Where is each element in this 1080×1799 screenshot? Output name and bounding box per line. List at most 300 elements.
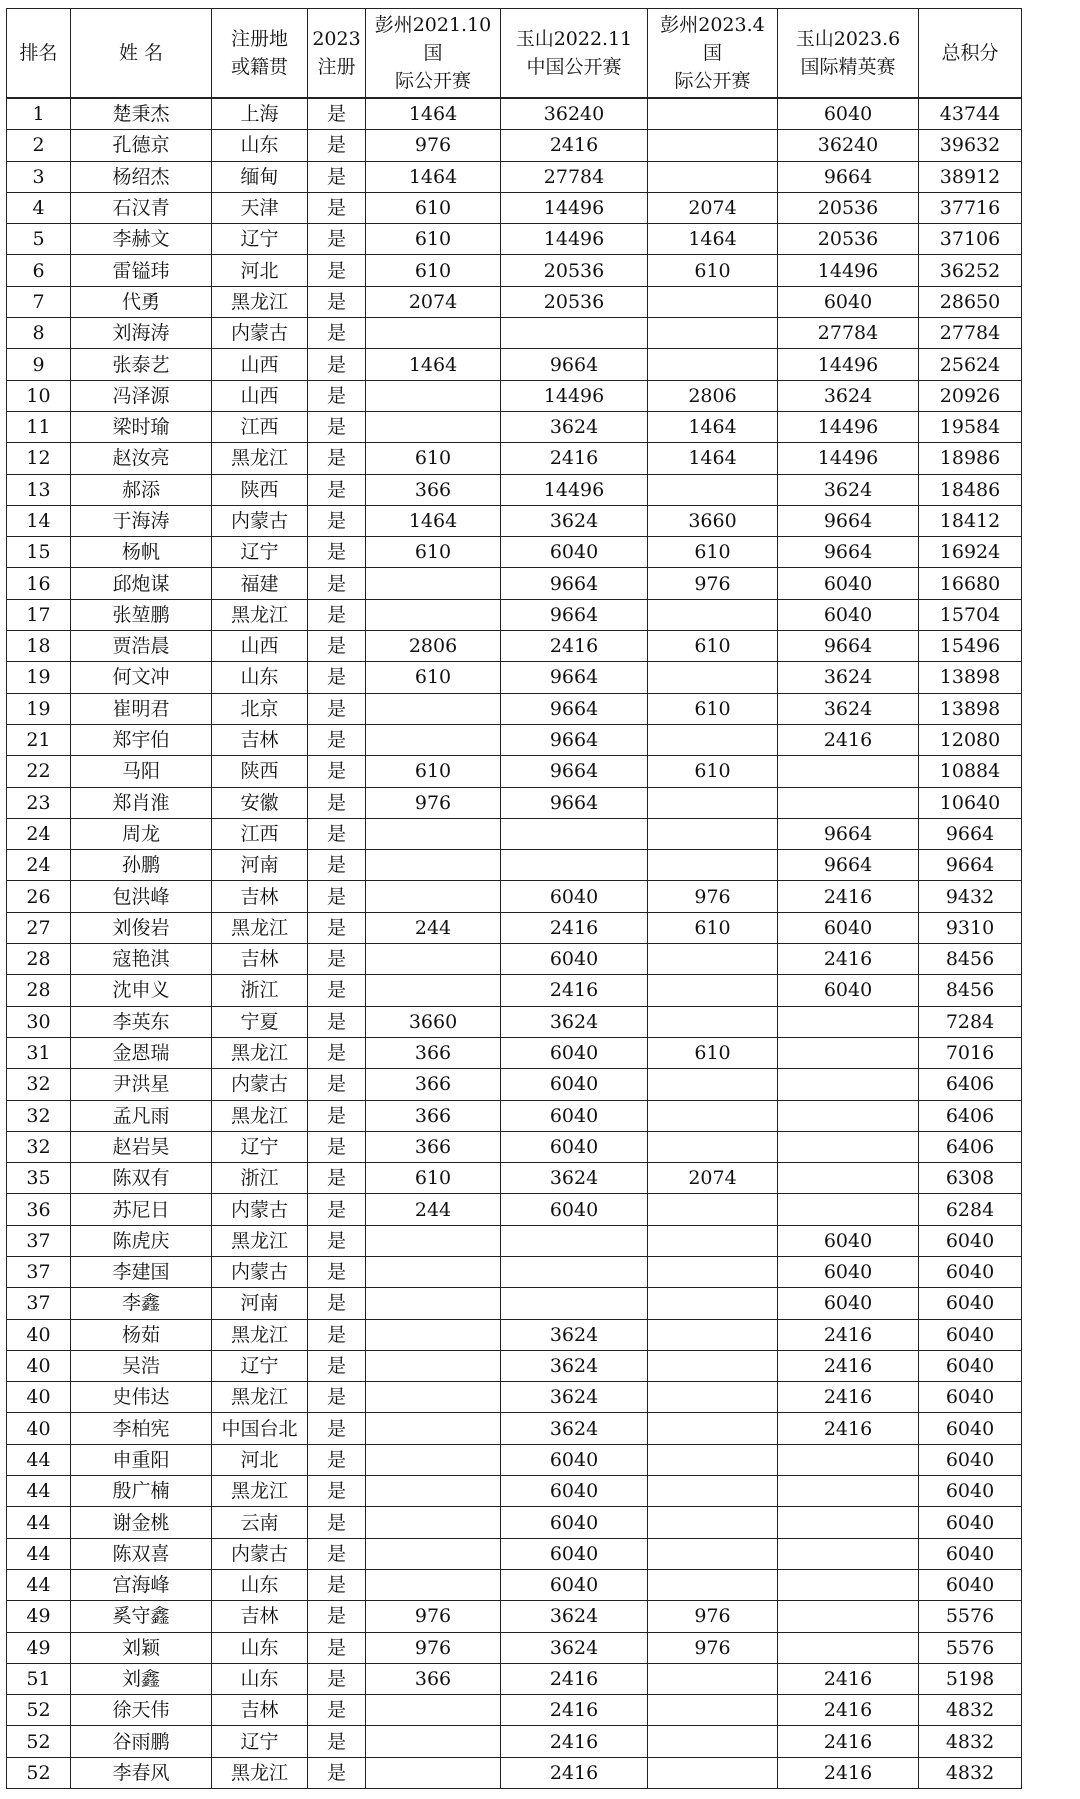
- yushan-2023-cell: 2416: [778, 1382, 919, 1413]
- rank-cell: 30: [7, 1006, 71, 1037]
- origin-cell: 山东: [212, 662, 308, 693]
- name-cell: 崔明君: [71, 693, 212, 724]
- yushan-2022-cell: 14496: [501, 224, 648, 255]
- yushan-2023-cell: 9664: [778, 818, 919, 849]
- table-row: [7, 318, 1022, 349]
- origin-cell: 辽宁: [212, 537, 308, 568]
- total-points-cell: 12080: [919, 724, 1022, 755]
- pengzhou-2021-cell: [366, 1225, 501, 1256]
- table-row: [7, 380, 1022, 411]
- yushan-2023-cell: 20536: [778, 224, 919, 255]
- yushan-2022-cell: [501, 850, 648, 881]
- rank-cell: 32: [7, 1100, 71, 1131]
- registered-cell: 是: [308, 1037, 366, 1068]
- total-points-cell: 18986: [919, 443, 1022, 474]
- name-cell: 孔德京: [71, 130, 212, 161]
- table-row: [7, 286, 1022, 317]
- registered-cell: 是: [308, 537, 366, 568]
- yushan-2022-cell: 2416: [501, 1695, 648, 1726]
- yushan-2022-cell: 6040: [501, 1444, 648, 1475]
- pengzhou-2023-cell: 610: [648, 756, 778, 787]
- origin-cell: 北京: [212, 693, 308, 724]
- pengzhou-2023-cell: [648, 130, 778, 161]
- yushan-2023-cell: 9664: [778, 161, 919, 192]
- name-cell: 雷镒玮: [71, 255, 212, 286]
- pengzhou-2023-cell: [648, 1382, 778, 1413]
- yushan-2022-cell: 6040: [501, 944, 648, 975]
- rank-cell: 13: [7, 474, 71, 505]
- pengzhou-2023-cell: [648, 1256, 778, 1287]
- registered-cell: 是: [308, 1726, 366, 1757]
- rank-cell: 35: [7, 1163, 71, 1194]
- yushan-2023-cell: [778, 1069, 919, 1100]
- pengzhou-2021-cell: [366, 1726, 501, 1757]
- registered-cell: 是: [308, 505, 366, 536]
- pengzhou-2021-cell: [366, 1538, 501, 1569]
- table-row: [7, 1350, 1022, 1381]
- rank-cell: 44: [7, 1507, 71, 1538]
- rank-cell: 44: [7, 1476, 71, 1507]
- rank-cell: 1: [7, 98, 71, 130]
- yushan-2023-cell: [778, 1037, 919, 1068]
- pengzhou-2023-cell: [648, 787, 778, 818]
- name-cell: 谷雨鹏: [71, 1726, 212, 1757]
- origin-cell: 山东: [212, 130, 308, 161]
- name-cell: 杨帆: [71, 537, 212, 568]
- table-row: [7, 1601, 1022, 1632]
- pengzhou-2023-cell: [648, 1507, 778, 1538]
- rank-cell: 37: [7, 1256, 71, 1287]
- pengzhou-2021-cell: [366, 1350, 501, 1381]
- pengzhou-2021-cell: 976: [366, 1601, 501, 1632]
- table-row: [7, 255, 1022, 286]
- name-cell: 孙鹏: [71, 850, 212, 881]
- table-row: [7, 881, 1022, 912]
- yushan-2023-cell: 6040: [778, 912, 919, 943]
- pengzhou-2021-cell: [366, 380, 501, 411]
- rank-cell: 27: [7, 912, 71, 943]
- registered-cell: 是: [308, 1350, 366, 1381]
- registered-cell: 是: [308, 1569, 366, 1600]
- table-row: [7, 662, 1022, 693]
- pengzhou-2023-cell: [648, 1413, 778, 1444]
- origin-cell: 内蒙古: [212, 318, 308, 349]
- pengzhou-2023-cell: 976: [648, 881, 778, 912]
- rank-cell: 23: [7, 787, 71, 818]
- name-cell: 史伟达: [71, 1382, 212, 1413]
- origin-cell: 吉林: [212, 724, 308, 755]
- yushan-2022-cell: 9664: [501, 349, 648, 380]
- total-points-cell: 19584: [919, 411, 1022, 442]
- table-row: [7, 1037, 1022, 1068]
- table-row: [7, 1069, 1022, 1100]
- table-body: [7, 98, 1022, 1789]
- pengzhou-2023-cell: [648, 1444, 778, 1475]
- origin-cell: 浙江: [212, 975, 308, 1006]
- pengzhou-2021-cell: 610: [366, 255, 501, 286]
- origin-cell: 黑龙江: [212, 599, 308, 630]
- pengzhou-2023-cell: [648, 724, 778, 755]
- pengzhou-2021-cell: [366, 1476, 501, 1507]
- yushan-2023-cell: [778, 1476, 919, 1507]
- total-points-cell: 6040: [919, 1538, 1022, 1569]
- pengzhou-2023-cell: [648, 1726, 778, 1757]
- pengzhou-2023-cell: [648, 1194, 778, 1225]
- origin-cell: 中国台北: [212, 1413, 308, 1444]
- table-row: [7, 1163, 1022, 1194]
- pengzhou-2023-cell: 3660: [648, 505, 778, 536]
- pengzhou-2023-cell: 610: [648, 631, 778, 662]
- yushan-2022-cell: 14496: [501, 192, 648, 223]
- pengzhou-2021-cell: 366: [366, 1663, 501, 1694]
- name-cell: 冯泽源: [71, 380, 212, 411]
- header-rank: 排名: [7, 9, 71, 99]
- total-points-cell: 9432: [919, 881, 1022, 912]
- table-row: [7, 474, 1022, 505]
- registered-cell: 是: [308, 599, 366, 630]
- yushan-2023-cell: [778, 1507, 919, 1538]
- origin-cell: 黑龙江: [212, 1757, 308, 1788]
- registered-cell: 是: [308, 380, 366, 411]
- yushan-2023-cell: 6040: [778, 1225, 919, 1256]
- total-points-cell: 5198: [919, 1663, 1022, 1694]
- yushan-2023-cell: 9664: [778, 537, 919, 568]
- pengzhou-2021-cell: [366, 944, 501, 975]
- yushan-2023-cell: 2416: [778, 1350, 919, 1381]
- origin-cell: 辽宁: [212, 1726, 308, 1757]
- registered-cell: 是: [308, 1413, 366, 1444]
- registered-cell: 是: [308, 1444, 366, 1475]
- origin-cell: 江西: [212, 818, 308, 849]
- rank-cell: 40: [7, 1382, 71, 1413]
- pengzhou-2021-cell: [366, 1319, 501, 1350]
- table-row: [7, 944, 1022, 975]
- pengzhou-2021-cell: [366, 1256, 501, 1287]
- total-points-cell: 7016: [919, 1037, 1022, 1068]
- registered-cell: 是: [308, 1695, 366, 1726]
- origin-cell: 吉林: [212, 1601, 308, 1632]
- table-row: [7, 1569, 1022, 1600]
- yushan-2023-cell: 3624: [778, 662, 919, 693]
- table-row: [7, 912, 1022, 943]
- registered-cell: 是: [308, 1476, 366, 1507]
- name-cell: 殷广楠: [71, 1476, 212, 1507]
- name-cell: 李赫文: [71, 224, 212, 255]
- name-cell: 徐天伟: [71, 1695, 212, 1726]
- pengzhou-2023-cell: 610: [648, 255, 778, 286]
- pengzhou-2023-cell: 1464: [648, 411, 778, 442]
- pengzhou-2023-cell: [648, 1538, 778, 1569]
- yushan-2023-cell: [778, 756, 919, 787]
- pengzhou-2021-cell: 366: [366, 1131, 501, 1162]
- name-cell: 杨绍杰: [71, 161, 212, 192]
- yushan-2022-cell: 6040: [501, 1131, 648, 1162]
- name-cell: 楚秉杰: [71, 98, 212, 130]
- pengzhou-2021-cell: [366, 1695, 501, 1726]
- origin-cell: 江西: [212, 411, 308, 442]
- yushan-2022-cell: 2416: [501, 975, 648, 1006]
- yushan-2022-cell: 3624: [501, 1632, 648, 1663]
- name-cell: 尹洪星: [71, 1069, 212, 1100]
- yushan-2022-cell: 6040: [501, 881, 648, 912]
- yushan-2022-cell: 6040: [501, 1538, 648, 1569]
- header-name: 姓 名: [71, 9, 212, 99]
- registered-cell: 是: [308, 1538, 366, 1569]
- total-points-cell: 37106: [919, 224, 1022, 255]
- yushan-2022-cell: [501, 1256, 648, 1287]
- yushan-2022-cell: 3624: [501, 1382, 648, 1413]
- total-points-cell: 16680: [919, 568, 1022, 599]
- table-row: [7, 1319, 1022, 1350]
- registered-cell: 是: [308, 1288, 366, 1319]
- total-points-cell: 6040: [919, 1350, 1022, 1381]
- yushan-2023-cell: 9664: [778, 505, 919, 536]
- pengzhou-2023-cell: [648, 98, 778, 130]
- yushan-2023-cell: 2416: [778, 1726, 919, 1757]
- origin-cell: 陕西: [212, 756, 308, 787]
- pengzhou-2021-cell: 610: [366, 1163, 501, 1194]
- table-row: [7, 631, 1022, 662]
- total-points-cell: 4832: [919, 1757, 1022, 1788]
- pengzhou-2021-cell: [366, 318, 501, 349]
- total-points-cell: 38912: [919, 161, 1022, 192]
- origin-cell: 黑龙江: [212, 286, 308, 317]
- origin-cell: 黑龙江: [212, 1319, 308, 1350]
- pengzhou-2021-cell: [366, 975, 501, 1006]
- yushan-2022-cell: 3624: [501, 1319, 648, 1350]
- rank-cell: 17: [7, 599, 71, 630]
- registered-cell: 是: [308, 850, 366, 881]
- table-row: [7, 787, 1022, 818]
- pengzhou-2023-cell: [648, 318, 778, 349]
- pengzhou-2021-cell: 3660: [366, 1006, 501, 1037]
- yushan-2022-cell: 2416: [501, 1757, 648, 1788]
- pengzhou-2023-cell: [648, 1350, 778, 1381]
- total-points-cell: 25624: [919, 349, 1022, 380]
- total-points-cell: 9664: [919, 850, 1022, 881]
- yushan-2023-cell: 2416: [778, 881, 919, 912]
- table-row: [7, 1663, 1022, 1694]
- rank-cell: 32: [7, 1069, 71, 1100]
- table-row: [7, 975, 1022, 1006]
- name-cell: 苏尼日: [71, 1194, 212, 1225]
- total-points-cell: 6040: [919, 1319, 1022, 1350]
- name-cell: 梁时瑜: [71, 411, 212, 442]
- name-cell: 刘颖: [71, 1632, 212, 1663]
- rank-cell: 51: [7, 1663, 71, 1694]
- table-row: [7, 1413, 1022, 1444]
- yushan-2023-cell: 2416: [778, 1757, 919, 1788]
- rank-cell: 10: [7, 380, 71, 411]
- table-row: [7, 1695, 1022, 1726]
- yushan-2022-cell: 20536: [501, 255, 648, 286]
- rank-cell: 21: [7, 724, 71, 755]
- rank-cell: 32: [7, 1131, 71, 1162]
- pengzhou-2023-cell: [648, 850, 778, 881]
- origin-cell: 辽宁: [212, 1350, 308, 1381]
- registered-cell: 是: [308, 192, 366, 223]
- total-points-cell: 28650: [919, 286, 1022, 317]
- table-row: [7, 98, 1022, 130]
- header-row: [7, 9, 1022, 99]
- pengzhou-2021-cell: 1464: [366, 161, 501, 192]
- yushan-2023-cell: [778, 1601, 919, 1632]
- yushan-2023-cell: [778, 1632, 919, 1663]
- total-points-cell: 13898: [919, 662, 1022, 693]
- pengzhou-2023-cell: 1464: [648, 443, 778, 474]
- yushan-2022-cell: 2416: [501, 912, 648, 943]
- pengzhou-2023-cell: 976: [648, 1632, 778, 1663]
- table-row: [7, 1757, 1022, 1788]
- total-points-cell: 15704: [919, 599, 1022, 630]
- name-cell: 于海涛: [71, 505, 212, 536]
- registered-cell: 是: [308, 1757, 366, 1788]
- yushan-2023-cell: 3624: [778, 474, 919, 505]
- pengzhou-2021-cell: 1464: [366, 349, 501, 380]
- origin-cell: 吉林: [212, 881, 308, 912]
- pengzhou-2023-cell: [648, 599, 778, 630]
- name-cell: 赵岩昊: [71, 1131, 212, 1162]
- pengzhou-2023-cell: 2074: [648, 1163, 778, 1194]
- name-cell: 谢金桃: [71, 1507, 212, 1538]
- registered-cell: 是: [308, 1663, 366, 1694]
- total-points-cell: 6040: [919, 1569, 1022, 1600]
- pengzhou-2021-cell: 976: [366, 130, 501, 161]
- registered-cell: 是: [308, 1131, 366, 1162]
- yushan-2023-cell: [778, 1006, 919, 1037]
- name-cell: 郑宇伯: [71, 724, 212, 755]
- registered-cell: 是: [308, 1225, 366, 1256]
- name-cell: 申重阳: [71, 1444, 212, 1475]
- name-cell: 马阳: [71, 756, 212, 787]
- origin-cell: 黑龙江: [212, 1382, 308, 1413]
- yushan-2022-cell: 6040: [501, 1100, 648, 1131]
- table-row: [7, 1632, 1022, 1663]
- yushan-2023-cell: 2416: [778, 1695, 919, 1726]
- yushan-2022-cell: 2416: [501, 1663, 648, 1694]
- yushan-2022-cell: 6040: [501, 1069, 648, 1100]
- yushan-2022-cell: 27784: [501, 161, 648, 192]
- total-points-cell: 10640: [919, 787, 1022, 818]
- rank-cell: 3: [7, 161, 71, 192]
- origin-cell: 辽宁: [212, 224, 308, 255]
- yushan-2022-cell: 9664: [501, 599, 648, 630]
- yushan-2022-cell: 36240: [501, 98, 648, 130]
- name-cell: 刘俊岩: [71, 912, 212, 943]
- total-points-cell: 4832: [919, 1695, 1022, 1726]
- origin-cell: 黑龙江: [212, 1100, 308, 1131]
- yushan-2023-cell: 3624: [778, 693, 919, 724]
- total-points-cell: 9664: [919, 818, 1022, 849]
- header-yushan-2022: 玉山2022.11 中国公开赛: [501, 9, 648, 99]
- rank-cell: 18: [7, 631, 71, 662]
- yushan-2023-cell: [778, 1163, 919, 1194]
- pengzhou-2023-cell: 610: [648, 1037, 778, 1068]
- header-origin: 注册地 或籍贯: [212, 9, 308, 99]
- registered-cell: 是: [308, 1632, 366, 1663]
- name-cell: 包洪峰: [71, 881, 212, 912]
- origin-cell: 山东: [212, 1663, 308, 1694]
- pengzhou-2023-cell: [648, 1569, 778, 1600]
- origin-cell: 黑龙江: [212, 1037, 308, 1068]
- pengzhou-2021-cell: 610: [366, 443, 501, 474]
- registered-cell: 是: [308, 474, 366, 505]
- yushan-2023-cell: 6040: [778, 1256, 919, 1287]
- registered-cell: 是: [308, 349, 366, 380]
- registered-cell: 是: [308, 631, 366, 662]
- name-cell: 何文冲: [71, 662, 212, 693]
- pengzhou-2023-cell: [648, 161, 778, 192]
- rank-cell: 16: [7, 568, 71, 599]
- yushan-2023-cell: 14496: [778, 255, 919, 286]
- origin-cell: 辽宁: [212, 1131, 308, 1162]
- registered-cell: 是: [308, 1319, 366, 1350]
- total-points-cell: 6406: [919, 1100, 1022, 1131]
- table-row: [7, 1100, 1022, 1131]
- yushan-2022-cell: 3624: [501, 1601, 648, 1632]
- yushan-2023-cell: [778, 1194, 919, 1225]
- rank-cell: 15: [7, 537, 71, 568]
- pengzhou-2023-cell: 610: [648, 693, 778, 724]
- yushan-2023-cell: 2416: [778, 724, 919, 755]
- total-points-cell: 36252: [919, 255, 1022, 286]
- pengzhou-2021-cell: 366: [366, 1069, 501, 1100]
- total-points-cell: 27784: [919, 318, 1022, 349]
- yushan-2023-cell: 6040: [778, 1288, 919, 1319]
- yushan-2022-cell: 6040: [501, 1569, 648, 1600]
- name-cell: 陈虎庆: [71, 1225, 212, 1256]
- origin-cell: 河南: [212, 1288, 308, 1319]
- yushan-2022-cell: 2416: [501, 443, 648, 474]
- table-row: [7, 724, 1022, 755]
- pengzhou-2023-cell: [648, 349, 778, 380]
- pengzhou-2021-cell: 366: [366, 1037, 501, 1068]
- pengzhou-2023-cell: [648, 1476, 778, 1507]
- table-row: [7, 1538, 1022, 1569]
- name-cell: 孟凡雨: [71, 1100, 212, 1131]
- name-cell: 刘鑫: [71, 1663, 212, 1694]
- origin-cell: 吉林: [212, 1695, 308, 1726]
- total-points-cell: 8456: [919, 975, 1022, 1006]
- total-points-cell: 6308: [919, 1163, 1022, 1194]
- pengzhou-2021-cell: 244: [366, 912, 501, 943]
- pengzhou-2021-cell: [366, 1444, 501, 1475]
- yushan-2023-cell: 36240: [778, 130, 919, 161]
- yushan-2023-cell: [778, 1569, 919, 1600]
- yushan-2023-cell: 3624: [778, 380, 919, 411]
- origin-cell: 河北: [212, 1444, 308, 1475]
- yushan-2022-cell: 9664: [501, 693, 648, 724]
- table-row: [7, 192, 1022, 223]
- name-cell: 陈双有: [71, 1163, 212, 1194]
- yushan-2022-cell: 3624: [501, 1350, 648, 1381]
- pengzhou-2021-cell: 2806: [366, 631, 501, 662]
- registered-cell: 是: [308, 98, 366, 130]
- registered-cell: 是: [308, 693, 366, 724]
- total-points-cell: 6040: [919, 1476, 1022, 1507]
- pengzhou-2023-cell: 1464: [648, 224, 778, 255]
- rank-cell: 28: [7, 944, 71, 975]
- pengzhou-2021-cell: 1464: [366, 505, 501, 536]
- rank-cell: 52: [7, 1757, 71, 1788]
- table-row: [7, 161, 1022, 192]
- total-points-cell: 6040: [919, 1288, 1022, 1319]
- total-points-cell: 18412: [919, 505, 1022, 536]
- pengzhou-2021-cell: 610: [366, 756, 501, 787]
- total-points-cell: 4832: [919, 1726, 1022, 1757]
- name-cell: 邱炮谋: [71, 568, 212, 599]
- name-cell: 周龙: [71, 818, 212, 849]
